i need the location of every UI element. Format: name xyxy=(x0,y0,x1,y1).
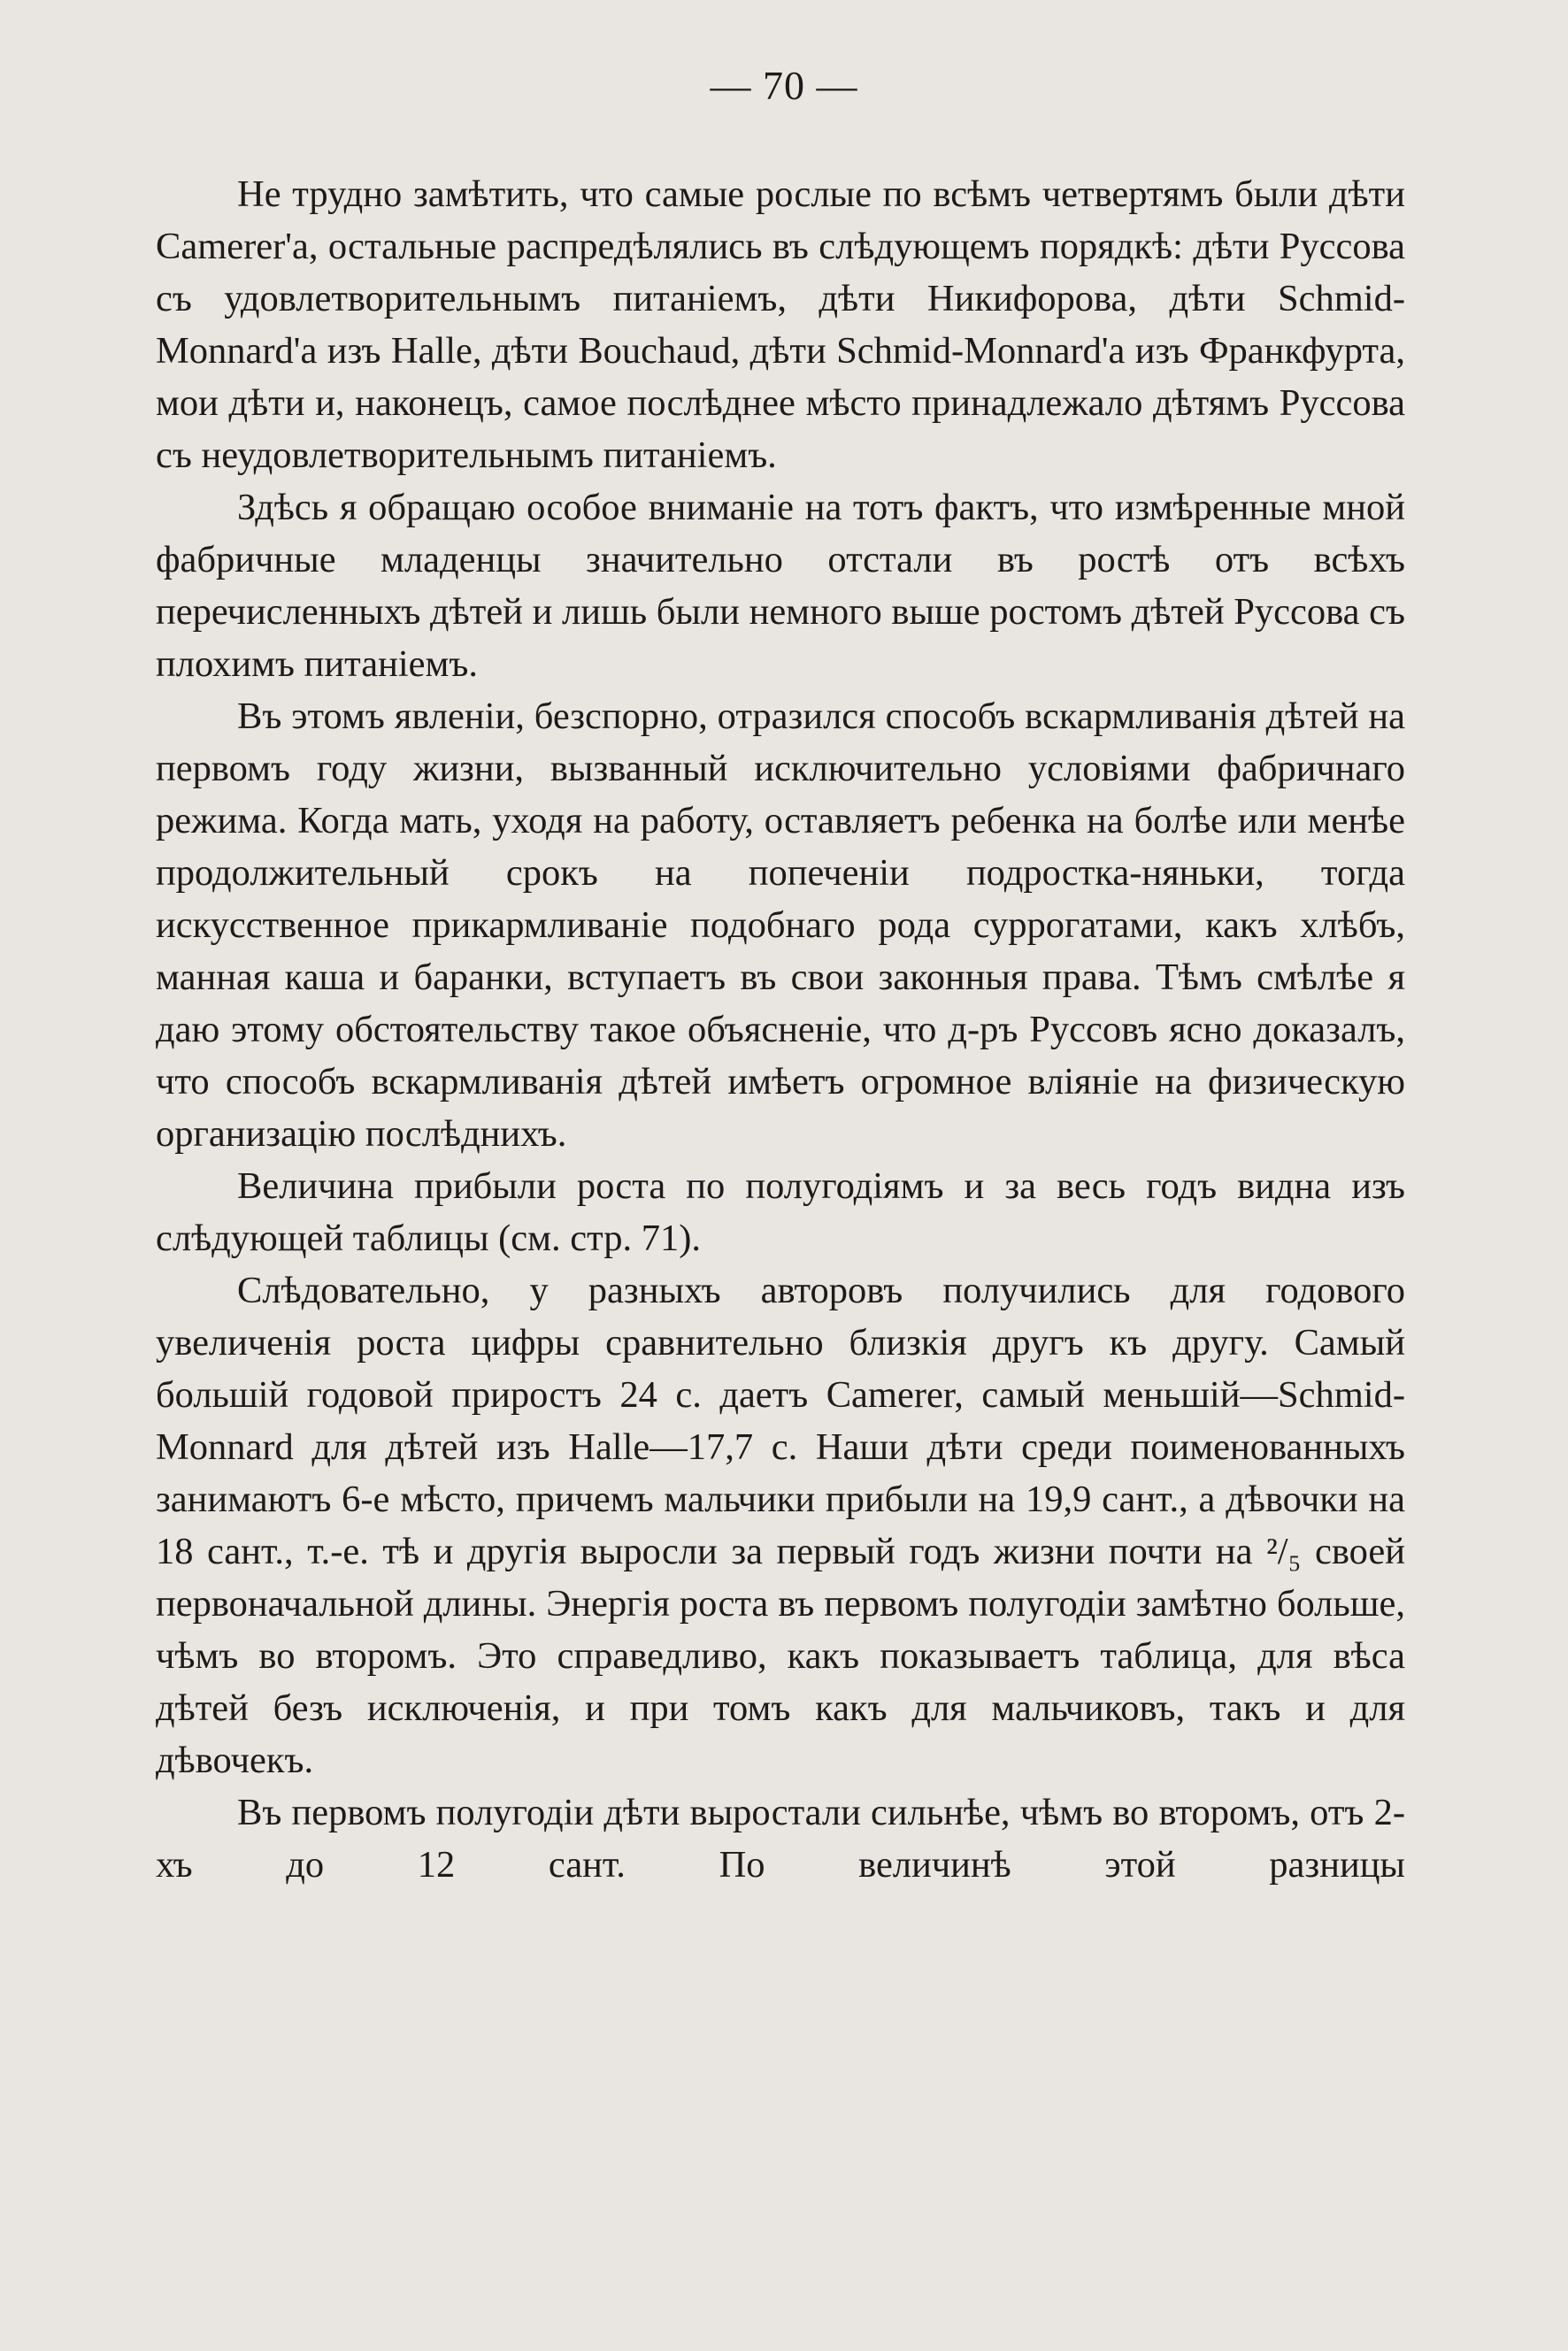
paragraph-3: Въ этомъ явленіи, безспорно, отразился способъ вскармливанія дѣтей на первомъ году жизни, вызванный исключительно условіями фабричнаго режима. Когда мать, уходя на работу, оставляетъ ребенка на болѣе или менѣе продолжительный срокъ на попеченіи подростка-няньки, тогда искусственное прикармливаніе подобнаго рода суррогатами, какъ хлѣбъ, манная каша и баранки, вступаетъ въ свои законныя права. Тѣмъ смѣлѣе я даю этому обстоятельству такое объясненіе, что д-ръ Руссовъ ясно доказалъ, что способъ вскармливанія дѣтей имѣетъ огромное вліяніе на физическую организацію послѣднихъ. xyxy=(156,695,1405,1155)
page-number: — 70 — xyxy=(710,63,858,108)
body-text xyxy=(156,168,1405,1891)
paragraph-6: Въ первомъ полугодіи дѣти выростали сильнѣе, чѣмъ во второмъ, отъ 2-хъ до 12 сант. По величинѣ этой разницы xyxy=(156,1792,1405,1886)
paragraph-1: Не трудно замѣтить, что самые рослые по всѣмъ четвертямъ были дѣти Camerer'а, остальные распредѣлялись въ слѣдующемъ порядкѣ: дѣти Руссова съ удовлетворительнымъ питаніемъ, дѣти Никифорова, дѣти Schmid-Monnard'а изъ Halle, дѣти Bouchaud, дѣти Schmid-Monnard'а изъ Франкфурта, мои дѣти и, наконецъ, самое послѣднее мѣсто принадлежало дѣтямъ Руссова съ неудовлетворительнымъ питаніемъ. xyxy=(156,173,1405,476)
paragraph-5: Слѣдовательно, у разныхъ авторовъ получились для годового увеличенія роста цифры сравнительно близкія другъ къ другу. Самый большій годовой приростъ 24 с. даетъ Camerer, самый меньшій—Schmid-Monnard для дѣтей изъ Halle—17,7 с. Наши дѣти среди поименованныхъ занимаютъ 6-е мѣсто, причемъ мальчики прибыли на 19,9 сант., а дѣвочки на 18 сант., т.-е. тѣ и другія выросли за первый годъ жизни почти на ²/₅ своей первоначальной длины. Энергія роста въ первомъ полугодіи замѣтно больше, чѣмъ во второмъ. Это справедливо, какъ показываетъ таблица, для вѣса дѣтей безъ исключенія, и при томъ какъ для мальчиковъ, такъ и для дѣвочекъ. xyxy=(156,1270,1405,1781)
paragraph-4: Величина прибыли роста по полугодіямъ и за весь годъ видна изъ слѣдующей таблицы (см. стр. 71). xyxy=(156,1165,1405,1259)
paragraph-2: Здѣсь я обращаю особое вниманіе на тотъ фактъ, что измѣренные мной фабричные младенцы значительно отстали въ ростѣ отъ всѣхъ перечисленныхъ дѣтей и лишь были немного выше ростомъ дѣтей Руссова съ плохимъ питаніемъ. xyxy=(156,487,1405,685)
